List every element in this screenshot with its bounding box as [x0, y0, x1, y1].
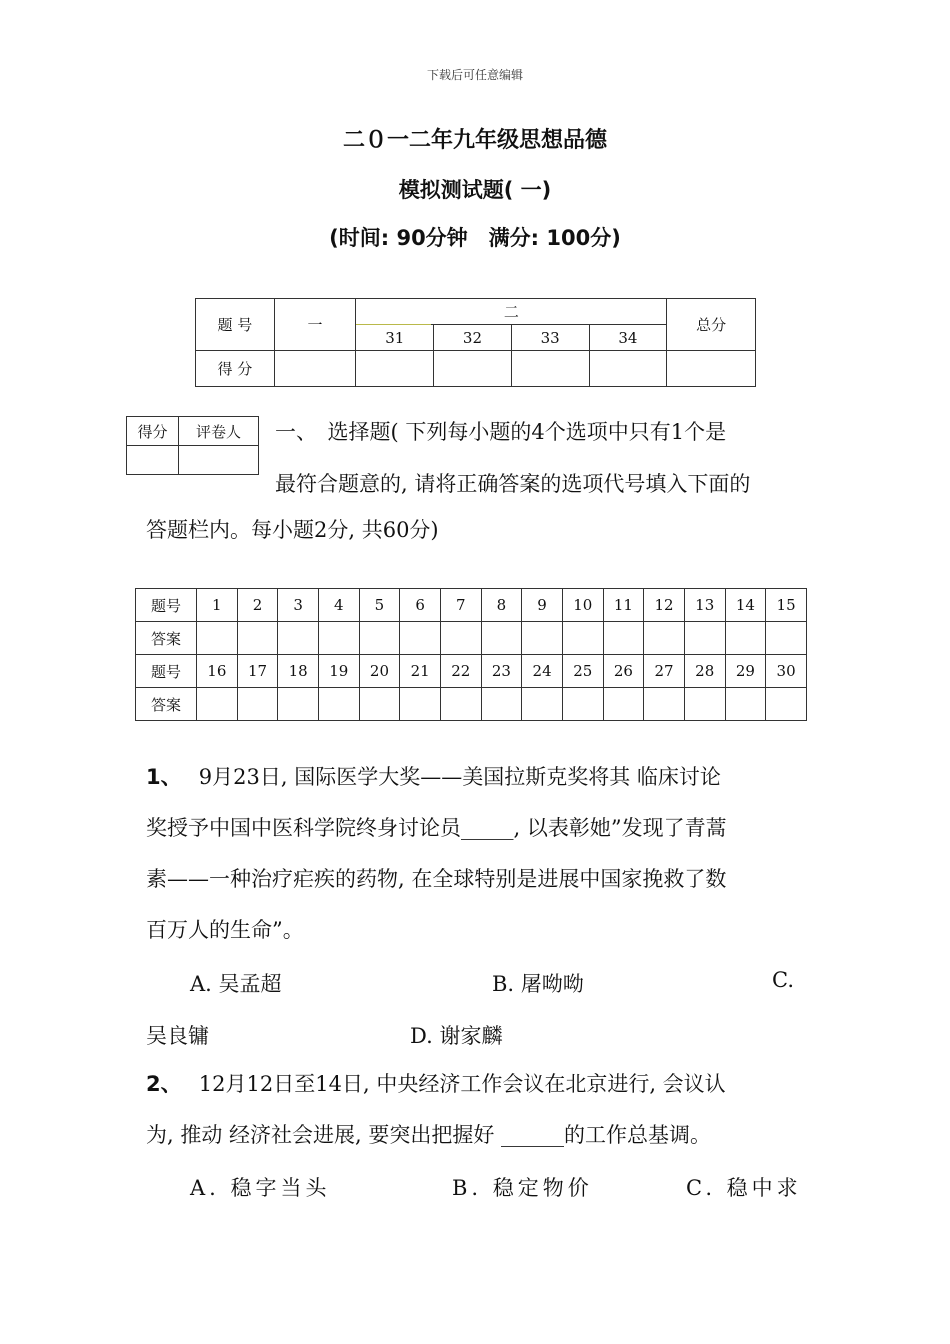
answer-cell[interactable] [318, 622, 359, 655]
answer-cell[interactable] [359, 688, 400, 721]
question-number: 20 [359, 655, 400, 688]
score-cell[interactable] [274, 351, 356, 387]
answer-row-blanks [136, 688, 807, 721]
answer-cell[interactable] [522, 688, 563, 721]
question-number: 25 [562, 655, 603, 688]
answer-table [135, 588, 807, 721]
option-a: A. 稳字当头 [190, 1176, 331, 1200]
answer-cell[interactable] [278, 688, 319, 721]
score-cell[interactable] [511, 351, 589, 387]
answer-cell[interactable] [644, 622, 685, 655]
section-heading-line: 一、 选择题( 下列每小题的4个选项中只有1个是 [275, 420, 727, 444]
answer-cell[interactable] [766, 622, 807, 655]
grader-label-reviewer: 评卷人 [179, 417, 259, 446]
option-d: D. 谢家麟 [410, 1024, 503, 1048]
question-1 [146, 752, 811, 956]
answer-cell[interactable] [684, 688, 725, 721]
answer-label-q: 题号 [136, 655, 197, 688]
answer-row-numbers [136, 589, 807, 622]
grader-label-defen: 得分 [127, 417, 179, 446]
answer-cell[interactable] [400, 688, 441, 721]
score-cell[interactable] [589, 351, 667, 387]
grader-cell[interactable] [179, 446, 259, 475]
answer-cell[interactable] [725, 688, 766, 721]
question-number: 12 [644, 589, 685, 622]
score-sub-33: 33 [511, 325, 589, 351]
question-number: 27 [644, 655, 685, 688]
question-number: 6 [400, 589, 441, 622]
answer-label-q: 题号 [136, 589, 197, 622]
question-line: 素——一种治疗疟疾的药物, 在全球特别是进展中国家挽救了数 [146, 867, 727, 891]
answer-cell[interactable] [318, 688, 359, 721]
score-cell[interactable] [667, 351, 756, 387]
answer-cell[interactable] [481, 688, 522, 721]
header-note: 下载后可任意编辑 [426, 68, 523, 82]
score-cell[interactable] [434, 351, 512, 387]
question-number-label: 2、 [146, 1072, 172, 1096]
question-number: 24 [522, 655, 563, 688]
grader-cell[interactable] [127, 446, 179, 475]
answer-cell[interactable] [359, 622, 400, 655]
question-number: 29 [725, 655, 766, 688]
question-number: 5 [359, 589, 400, 622]
question-line: 百万人的生命”。 [146, 918, 304, 942]
question-line: 为, 推动 经济社会进展, 要突出把握好 ______的工作总基调。 [146, 1123, 712, 1147]
question-line [146, 1059, 811, 1110]
answer-cell[interactable] [562, 688, 603, 721]
answer-cell[interactable] [197, 688, 238, 721]
answer-row-blanks [136, 622, 807, 655]
question-number: 28 [684, 655, 725, 688]
question-number: 10 [562, 589, 603, 622]
grader-table [126, 416, 259, 475]
answer-cell[interactable] [603, 622, 644, 655]
answer-label-a: 答案 [136, 688, 197, 721]
answer-label-a: 答案 [136, 622, 197, 655]
score-label-er: 二 [356, 299, 667, 325]
question-number: 23 [481, 655, 522, 688]
question-number: 4 [318, 589, 359, 622]
question-number: 8 [481, 589, 522, 622]
answer-cell[interactable] [440, 688, 481, 721]
score-cell[interactable] [356, 351, 434, 387]
answer-cell[interactable] [644, 688, 685, 721]
score-label-total: 总分 [667, 299, 756, 351]
exam-subtitle: 模拟测试题( 一) [398, 178, 552, 202]
question-line: 奖授予中国中医科学院终身讨论员_____, 以表彰她”发现了青蒿 [146, 816, 727, 840]
answer-cell[interactable] [440, 622, 481, 655]
question-number: 11 [603, 589, 644, 622]
score-table [195, 298, 756, 387]
question-number: 7 [440, 589, 481, 622]
question-number: 2 [237, 589, 278, 622]
score-sub-34: 34 [589, 325, 667, 351]
question-number: 19 [318, 655, 359, 688]
answer-cell[interactable] [197, 622, 238, 655]
answer-cell[interactable] [684, 622, 725, 655]
question-number: 9 [522, 589, 563, 622]
question-number: 22 [440, 655, 481, 688]
question-number: 18 [278, 655, 319, 688]
question-number-label: 1、 [146, 765, 172, 789]
question-2 [146, 1059, 811, 1161]
question-number: 15 [766, 589, 807, 622]
question-number: 30 [766, 655, 807, 688]
exam-time-score: (时间: 90分钟 满分: 100分) [329, 226, 621, 250]
score-label-yi: 一 [274, 299, 356, 351]
option-c: C. 稳中求 [686, 1176, 802, 1200]
answer-cell[interactable] [278, 622, 319, 655]
question-number: 3 [278, 589, 319, 622]
option-b: B. 稳定物价 [452, 1176, 593, 1200]
answer-cell[interactable] [725, 622, 766, 655]
question-number: 26 [603, 655, 644, 688]
answer-cell[interactable] [766, 688, 807, 721]
section-heading [275, 406, 815, 510]
option-a: A. 吴孟超 [190, 972, 282, 996]
question-number: 1 [197, 589, 238, 622]
score-label-tihao: 题 号 [196, 299, 275, 351]
answer-cell[interactable] [481, 622, 522, 655]
question-number: 14 [725, 589, 766, 622]
question-number: 21 [400, 655, 441, 688]
section-heading-line: 答题栏内。每小题2分, 共60分) [146, 518, 439, 542]
option-b: B. 屠呦呦 [492, 972, 584, 996]
option-c: C. [772, 968, 794, 992]
answer-row-numbers [136, 655, 807, 688]
score-sub-32: 32 [434, 325, 512, 351]
answer-cell[interactable] [522, 622, 563, 655]
question-number: 16 [197, 655, 238, 688]
answer-cell[interactable] [400, 622, 441, 655]
option-c-text: 吴良镛 [146, 1024, 209, 1048]
question-number: 17 [237, 655, 278, 688]
answer-cell[interactable] [562, 622, 603, 655]
exam-title: 二０一二年九年级思想品德 [342, 128, 607, 153]
answer-cell[interactable] [237, 622, 278, 655]
question-line [146, 752, 811, 803]
section-heading-line: 最符合题意的, 请将正确答案的选项代号填入下面的 [275, 472, 751, 496]
question-number: 13 [684, 589, 725, 622]
score-sub-31: 31 [356, 325, 434, 351]
score-label-defen: 得 分 [196, 351, 275, 387]
answer-cell[interactable] [237, 688, 278, 721]
question-text: 12月12日至14日, 中央经济工作会议在北京进行, 会议认 [171, 1072, 726, 1096]
question-text: 9月23日, 国际医学大奖——美国拉斯克奖将其 临床讨论 [171, 765, 721, 789]
answer-cell[interactable] [603, 688, 644, 721]
